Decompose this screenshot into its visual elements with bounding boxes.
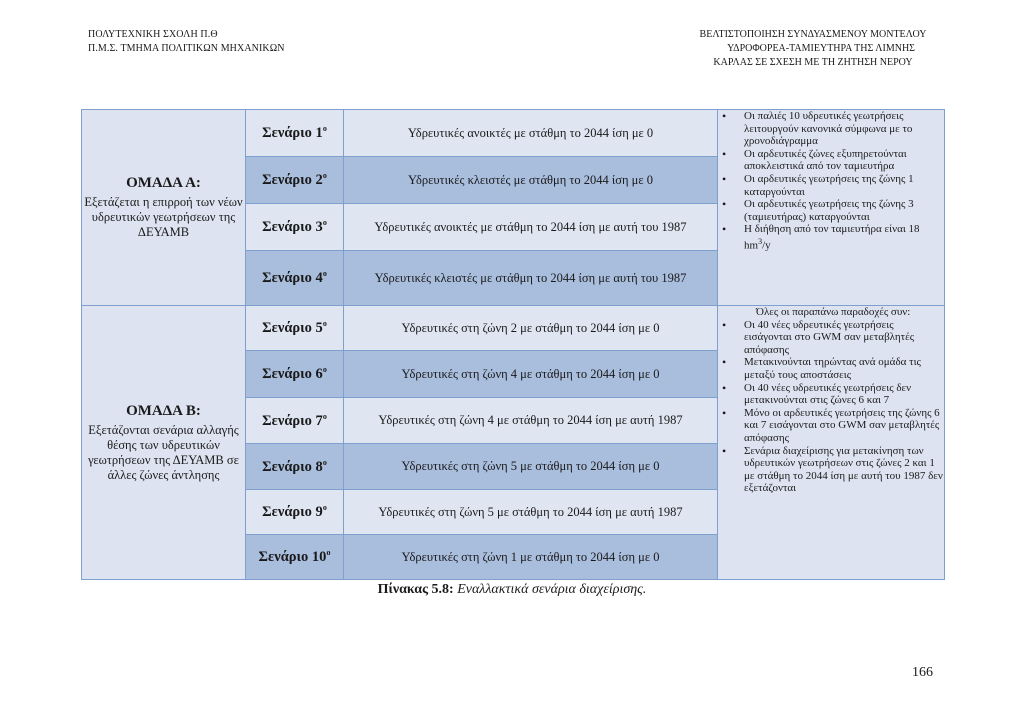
list-item: • Οι παλιές 10 υδρευτικές γεωτρήσεις λειτουργούν κανονικά σύμφωνα με το χρονοδιάγραμμα — [718, 110, 944, 148]
header-left — [88, 28, 285, 56]
scenario-label: Σενάριο $5^o$ — [246, 306, 344, 351]
list-item: • Η διήθηση από τον ταμιευτήρα είναι 18 $hm^3/y$ — [718, 223, 944, 252]
list-item: • Οι αρδευτικές γεωτρήσεις της ζώνης 1 καταργούνται — [718, 173, 944, 198]
list-item: • Οι αρδευτικές γεωτρήσεις της ζώνης 3 (ταμιευτήρας) καταργούνται — [718, 198, 944, 223]
scenario-description: Υδρευτικές στη ζώνη 4 με στάθμη το 2044 ίση με 0 — [344, 351, 718, 398]
scenario-description: Υδρευτικές στη ζώνη 4 με στάθμη το 2044 ίση με αυτή 1987 — [344, 398, 718, 444]
scenario-label: Σενάριο $6^o$ — [246, 351, 344, 398]
list-item: • Οι 40 νέες υδρευτικές γεωτρήσεις εισάγονται στο GWM σαν μεταβλητές απόφασης — [718, 319, 944, 357]
caption-text: Εναλλακτικά σενάρια διαχείρισης. — [457, 582, 647, 597]
scenario-label: Σενάριο $10^o$ — [246, 535, 344, 580]
group-a-notes — [718, 110, 945, 306]
scenario-description: Υδρευτικές κλειστές με στάθμη το 2044 ίση με 0 — [344, 157, 718, 204]
group-a-description: Εξετάζεται η επιρροή των νέων υδρευτικών γεωτρήσεων της ΔΕΥΑΜΒ — [84, 195, 243, 239]
list-item: • Μόνο οι αρδευτικές γεωτρήσεις της ζώνης 6 και 7 εισάγονται στο GWM σαν μεταβλητές απόφασης — [718, 407, 944, 445]
scenario-label: Σενάριο $8^o$ — [246, 444, 344, 490]
caption-label: Πίνακας 5.8: — [377, 582, 454, 597]
scenario-description: Υδρευτικές κλειστές με στάθμη το 2044 ίση με αυτή του 1987 — [344, 251, 718, 306]
table-row — [82, 306, 945, 351]
scenario-label: Σενάριο $2^o$ — [246, 157, 344, 204]
scenario-description: Υδρευτικές στη ζώνη 1 με στάθμη το 2044 ίση με 0 — [344, 535, 718, 580]
scenario-description: Υδρευτικές ανοικτές με στάθμη το 2044 ίση με 0 — [344, 110, 718, 157]
scenario-label: Σενάριο $3^o$ — [246, 204, 344, 251]
header-right-line-2: ΥΔΡΟΦΟΡΕΑ-ΤΑΜΙΕΥΤΗΡΑ ΤΗΣ ΛΙΜΝΗΣ — [727, 43, 915, 54]
scenarios-table — [81, 109, 945, 580]
scenario-label: Σενάριο $9^o$ — [246, 490, 344, 535]
scenario-description: Υδρευτικές στη ζώνη 2 με στάθμη το 2044 ίση με 0 — [344, 306, 718, 351]
list-item: • Οι 40 νέες υδρευτικές γεωτρήσεις δεν μετακινούνται στις ζώνες 6 και 7 — [718, 382, 944, 407]
scenario-label: Σενάριο $7^o$ — [246, 398, 344, 444]
header-right-line-3: ΚΑΡΛΑΣ ΣΕ ΣΧΕΣΗ ΜΕ ΤΗ ΖΗΤΗΣΗ ΝΕΡΟΥ — [713, 57, 913, 68]
table-row — [82, 110, 945, 157]
header-right — [683, 28, 943, 70]
group-a-title: ΟΜΑΔΑ Α: — [126, 175, 201, 191]
page-number: 166 — [912, 665, 933, 680]
list-item: • Οι αρδευτικές ζώνες εξυπηρετούνται αποκλειστικά από τον ταμιευτήρα — [718, 148, 944, 173]
group-b-description: Εξετάζονται σενάρια αλλαγής θέσης των υδρευτικών γεωτρήσεων της ΔΕΥΑΜΒ σε άλλες ζώνες άντλησης — [88, 422, 239, 482]
group-b-cell — [82, 306, 246, 580]
table-caption — [0, 582, 1024, 598]
scenario-label: Σενάριο $1^o$ — [246, 110, 344, 157]
group-a-cell — [82, 110, 246, 306]
scenario-description: Υδρευτικές ανοικτές με στάθμη το 2044 ίση με αυτή του 1987 — [344, 204, 718, 251]
group-b-title: ΟΜΑΔΑ Β: — [126, 402, 201, 419]
header-left-line-1: ΠΟΛΥΤΕΧΝΙΚΗ ΣΧΟΛΗ Π.Θ — [88, 29, 218, 40]
scenario-description: Υδρευτικές στη ζώνη 5 με στάθμη το 2044 ίση με αυτή 1987 — [344, 490, 718, 535]
group-b-notes — [718, 306, 945, 580]
scenario-description: Υδρευτικές στη ζώνη 5 με στάθμη το 2044 ίση με 0 — [344, 444, 718, 490]
list-item: • Σενάρια διαχείρισης για μετακίνηση των υδρευτικών γεωτρήσεων στις ζώνες 2 και 1 με στάθμη το 2044 ίση με αυτή του 1987 δεν εξετάζονται — [718, 445, 944, 495]
notes-intro: Όλες οι παραπάνω παραδοχές συν: — [756, 306, 911, 318]
list-item: • Μετακινούνται τηρώντας ανά ομάδα τις μεταξύ τους αποστάσεις — [718, 356, 944, 381]
scenario-label: Σενάριο $4^o$ — [246, 251, 344, 306]
header-left-line-2: Π.Μ.Σ. ΤΜΗΜΑ ΠΟΛΙΤΙΚΩΝ ΜΗΧΑΝΙΚΩΝ — [88, 43, 285, 54]
header-right-line-1: ΒΕΛΤΙΣΤΟΠΟΙΗΣΗ ΣΥΝΔΥΑΣΜΕΝΟΥ ΜΟΝΤΕΛΟΥ — [699, 29, 927, 40]
